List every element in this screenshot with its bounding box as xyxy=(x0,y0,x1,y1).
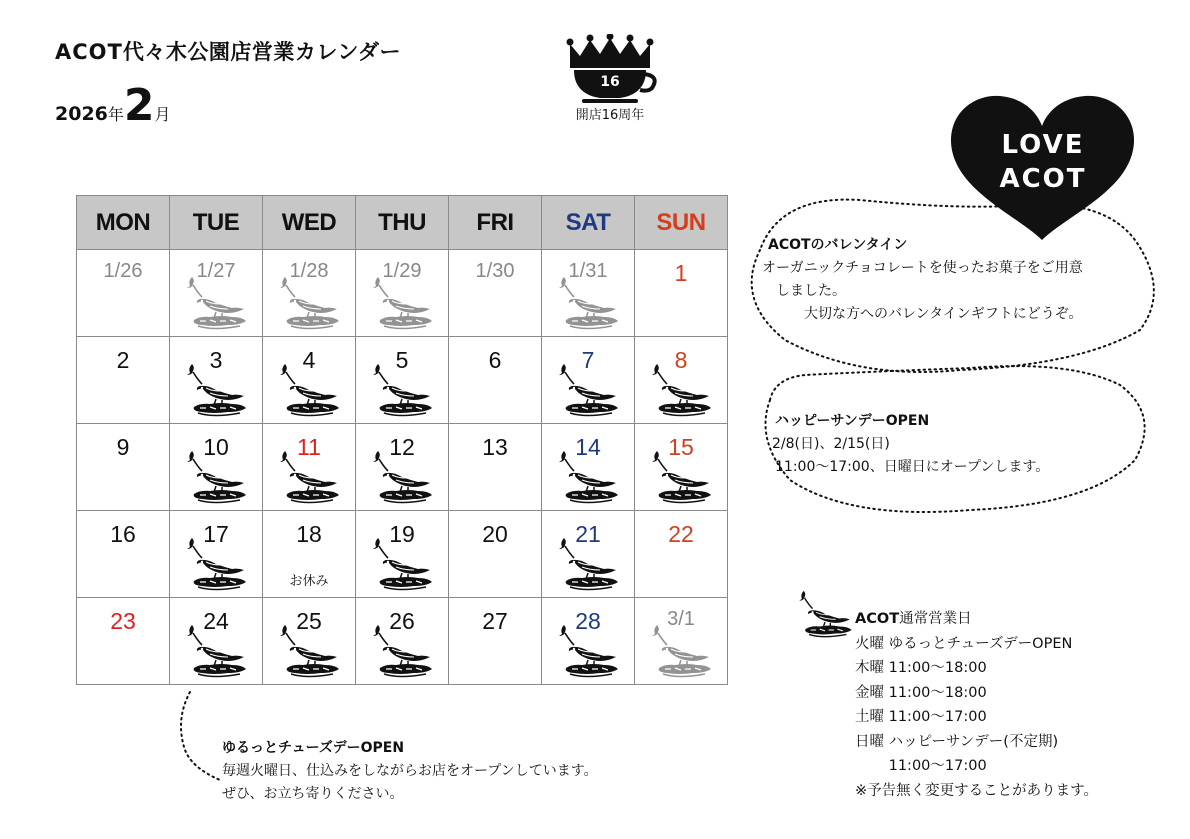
day-number: 6 xyxy=(488,347,502,373)
day-number: 5 xyxy=(395,347,409,373)
hours-title-text: 通常営業日 xyxy=(899,611,972,627)
day-cell-wed xyxy=(263,511,356,598)
day-number: 15 xyxy=(668,434,694,460)
regular-hours xyxy=(855,607,1098,803)
day-cell-fri xyxy=(449,511,542,598)
day-number: 1/30 xyxy=(475,260,515,282)
hours-line: 火曜 ゆるっとチューズデーOPEN xyxy=(855,635,1073,652)
day-cell-thu xyxy=(356,424,449,511)
day-cell-tue xyxy=(170,424,263,511)
day-cell-sat xyxy=(542,337,635,424)
calendar-body xyxy=(77,250,728,685)
calendar-week-row xyxy=(77,337,728,424)
bird-icon xyxy=(552,534,624,594)
valentine-line-2: しました。 xyxy=(776,283,846,299)
day-number: 19 xyxy=(389,521,415,547)
valentine-note xyxy=(762,234,1083,326)
day-number: 23 xyxy=(110,608,136,634)
day-cell-thu xyxy=(356,250,449,337)
bird-icon xyxy=(366,621,438,681)
year: 2026 xyxy=(55,103,108,125)
day-cell-sat xyxy=(542,424,635,511)
day-number: 2 xyxy=(116,347,130,373)
day-cell-fri xyxy=(449,250,542,337)
day-number: 11 xyxy=(297,434,321,460)
tuesday-note xyxy=(222,737,598,806)
bird-icon xyxy=(552,273,624,333)
day-cell-thu xyxy=(356,598,449,685)
calendar-week-row xyxy=(77,250,728,337)
day-cell-mon xyxy=(77,250,170,337)
day-cell-tue xyxy=(170,250,263,337)
day-number: 12 xyxy=(389,434,415,460)
tuesday-line-2: ぜひ、お立ち寄りください。 xyxy=(222,786,404,802)
calendar-table xyxy=(76,195,728,685)
bird-icon xyxy=(273,447,345,507)
year-suffix: 年 xyxy=(107,105,124,124)
cup-number: 16 xyxy=(600,74,620,90)
day-cell-thu xyxy=(356,511,449,598)
day-number: 20 xyxy=(482,521,508,547)
day-number: 8 xyxy=(674,347,688,373)
happy-sunday-note xyxy=(772,410,1050,479)
bird-icon xyxy=(366,447,438,507)
day-number: 4 xyxy=(302,347,316,373)
day-cell-tue xyxy=(170,598,263,685)
day-cell-sun xyxy=(635,250,728,337)
crown-cup-icon xyxy=(560,34,660,104)
bird-icon xyxy=(645,447,717,507)
day-cell-fri xyxy=(449,598,542,685)
bird-icon xyxy=(180,621,252,681)
day-number: 7 xyxy=(581,347,595,373)
day-cell-mon xyxy=(77,598,170,685)
day-number: 25 xyxy=(296,608,322,634)
day-number: 28 xyxy=(575,608,601,634)
hours-line: 金曜 11:00〜18:00 xyxy=(855,684,987,701)
closed-label: お休み xyxy=(289,574,329,589)
brand-name: ACOT xyxy=(55,40,123,64)
day-number: 1/29 xyxy=(382,260,422,282)
day-cell-sat xyxy=(542,511,635,598)
day-number: 18 xyxy=(296,521,322,547)
bird-icon xyxy=(273,621,345,681)
day-number: 26 xyxy=(389,608,415,634)
day-cell-mon xyxy=(77,424,170,511)
hours-line: 木曜 11:00〜18:00 xyxy=(855,660,987,676)
bird-icon xyxy=(180,534,252,594)
day-number: 1/27 xyxy=(196,260,236,282)
day-cell-fri xyxy=(449,424,542,511)
day-cell-wed xyxy=(263,250,356,337)
day-number: 17 xyxy=(203,521,229,547)
weekday-thu: THU xyxy=(356,196,449,250)
hours-line: ※予告無く変更することがあります。 xyxy=(855,782,1098,799)
calendar-week-row xyxy=(77,511,728,598)
happy-sunday-line-1: 2/8(日)、2/15(日) xyxy=(772,436,890,452)
bird-icon xyxy=(273,273,345,333)
heart-label xyxy=(978,128,1108,196)
tuesday-line-1: 毎週火曜日、仕込みをしながらお店をオープンしています。 xyxy=(222,763,598,779)
month: 2 xyxy=(123,80,155,131)
day-cell-sun xyxy=(635,424,728,511)
weekday-fri: FRI xyxy=(449,196,542,250)
hours-brand: ACOT xyxy=(855,611,900,627)
hours-line: 日曜 ハッピーサンデー(不定期) xyxy=(855,733,1059,750)
dotted-leader xyxy=(160,690,230,790)
legend-bird-icon xyxy=(793,585,857,643)
day-cell-mon xyxy=(77,511,170,598)
anniversary-caption: 開店16周年 xyxy=(575,108,645,123)
day-number: 1 xyxy=(674,260,688,286)
weekday-tue: TUE xyxy=(170,196,263,250)
hours-line: 11:00〜17:00 xyxy=(855,758,987,774)
day-cell-wed xyxy=(263,424,356,511)
month-suffix: 月 xyxy=(154,105,171,124)
bird-icon xyxy=(645,621,717,681)
valentine-line-1: オーガニックチョコレートを使ったお菓子をご用意 xyxy=(762,260,1083,276)
page-title xyxy=(55,36,401,66)
day-cell-sun xyxy=(635,511,728,598)
hours-line: 土曜 11:00〜17:00 xyxy=(855,709,987,725)
day-cell-sun xyxy=(635,337,728,424)
day-cell-thu xyxy=(356,337,449,424)
day-cell-tue xyxy=(170,511,263,598)
day-cell-sat xyxy=(542,250,635,337)
day-number: 9 xyxy=(116,434,130,460)
day-cell-wed xyxy=(263,598,356,685)
day-number: 1/28 xyxy=(289,260,329,282)
bird-icon xyxy=(366,534,438,594)
weekday-wed: WED xyxy=(263,196,356,250)
day-number: 22 xyxy=(668,521,694,547)
day-number: 24 xyxy=(203,608,229,634)
tuesday-heading: ゆるっとチューズデーOPEN xyxy=(222,740,405,756)
day-number: 13 xyxy=(482,434,508,460)
bird-icon xyxy=(552,360,624,420)
day-number: 16 xyxy=(110,521,136,547)
bird-icon xyxy=(366,360,438,420)
bird-icon xyxy=(366,273,438,333)
heart-line-2: ACOT xyxy=(999,164,1087,194)
day-number: 1/31 xyxy=(568,260,608,282)
happy-sunday-line-2: 11:00〜17:00、日曜日にオープンします。 xyxy=(775,459,1050,475)
day-cell-wed xyxy=(263,337,356,424)
day-cell-sat xyxy=(542,598,635,685)
valentine-heading: ACOTのバレンタイン xyxy=(768,237,908,253)
bird-icon xyxy=(180,273,252,333)
weekday-mon: MON xyxy=(77,196,170,250)
valentine-line-3: 大切な方へのバレンタインギフトにどうぞ。 xyxy=(804,306,1083,322)
happy-sunday-heading: ハッピーサンデーOPEN xyxy=(775,413,930,429)
day-number: 27 xyxy=(482,608,508,634)
calendar-week-row xyxy=(77,598,728,685)
day-cell-sun xyxy=(635,598,728,685)
day-cell-fri xyxy=(449,337,542,424)
bird-icon xyxy=(180,360,252,420)
day-number: 1/26 xyxy=(103,260,143,282)
day-cell-mon xyxy=(77,337,170,424)
day-cell-tue xyxy=(170,337,263,424)
day-number: 3/1 xyxy=(667,608,695,630)
weekday-sun: SUN xyxy=(635,196,728,250)
calendar-week-row xyxy=(77,424,728,511)
bird-icon xyxy=(552,621,624,681)
hours-title xyxy=(855,607,1098,632)
day-number: 21 xyxy=(575,521,601,547)
bird-icon xyxy=(552,447,624,507)
bird-icon xyxy=(180,447,252,507)
weekday-sat: SAT xyxy=(542,196,635,250)
weekday-header-row xyxy=(77,196,728,250)
bird-icon xyxy=(645,360,717,420)
year-month xyxy=(55,80,171,131)
day-number: 14 xyxy=(575,434,601,460)
day-number: 3 xyxy=(209,347,223,373)
heart-line-1: LOVE xyxy=(1001,130,1085,160)
day-number: 10 xyxy=(203,434,229,460)
title-text: 代々木公園店営業カレンダー xyxy=(122,40,401,64)
bird-icon xyxy=(273,360,345,420)
